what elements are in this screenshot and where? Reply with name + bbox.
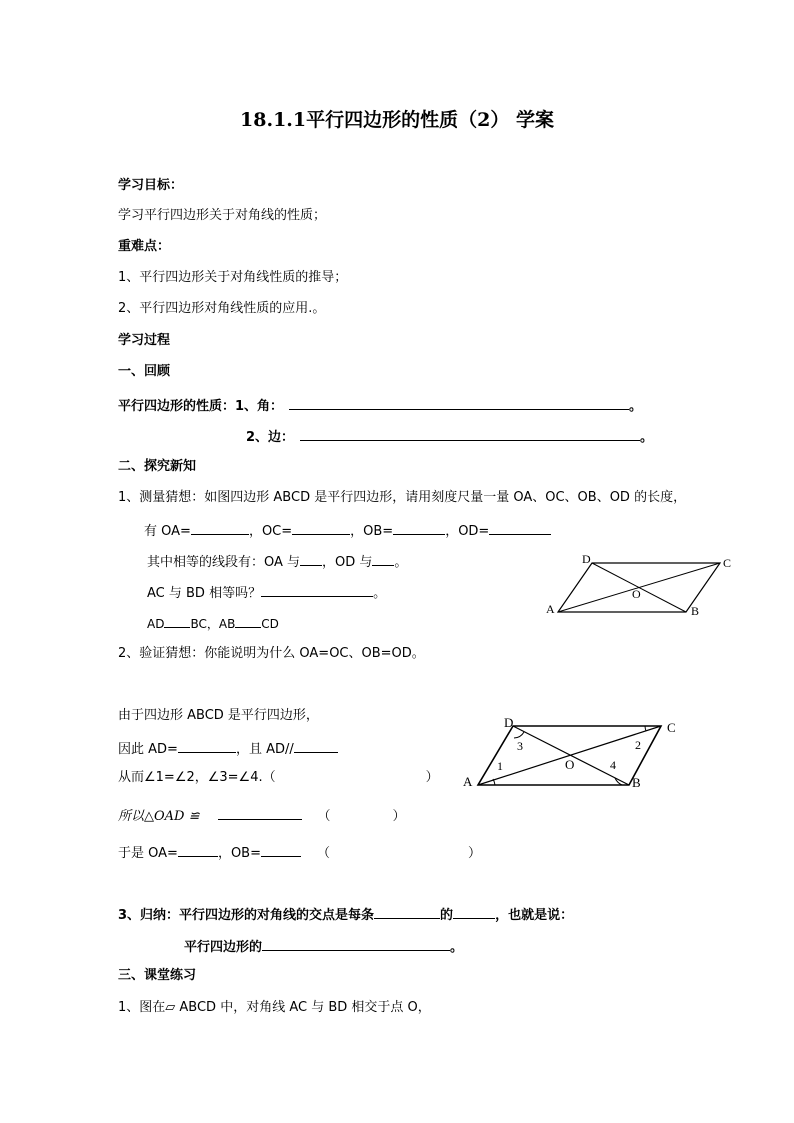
blank-midpoint[interactable] [453, 905, 495, 919]
fig2-angle-2: 2 [635, 738, 641, 752]
q3-b: 的 [440, 908, 454, 923]
blank-od-equal[interactable] [372, 552, 394, 566]
q1-acbd-end: 。 [373, 586, 387, 601]
q2-proof-4 [118, 806, 406, 825]
blank-od[interactable] [489, 521, 551, 535]
fig1-label-c: C [723, 556, 732, 570]
parallelogram-figure-2 [455, 712, 685, 794]
q1-eq-a: 其中相等的线段有：OA 与 [147, 555, 301, 570]
blank-each-diagonal[interactable] [374, 905, 440, 919]
q3-line1 [118, 905, 573, 924]
fig1-label-a: A [546, 602, 555, 616]
q2-l4c: ） [392, 809, 406, 824]
q1-oa-label: 有 OA= [144, 524, 191, 539]
q1-od-label: ，OD= [445, 524, 490, 539]
q2-proof-1: 由于四边形 ABCD 是平行四边形， [118, 708, 319, 723]
q1-acbd-label: AC 与 BD 相等吗？ [147, 586, 262, 601]
review-edge-label: 2、边： [246, 430, 295, 445]
key-point-1: 1、平行四边形关于对角线性质的推导； [118, 270, 348, 285]
q2-l5c: （ [316, 846, 330, 861]
page-title: 18.1.1平行四边形的性质（2） 学案 [240, 109, 554, 131]
fig2-angle-4: 4 [610, 758, 616, 772]
q3-a: 3、归纳：平行四边形的对角线的交点是每条 [118, 908, 375, 923]
q3-c: ，也就是说： [495, 908, 574, 923]
q2-l5b: ，OB= [217, 846, 261, 861]
blank-congruent[interactable] [218, 806, 302, 820]
explore-heading: 二、探究新知 [118, 459, 197, 474]
fig2-label-o: O [565, 757, 575, 772]
q1-equal-line [147, 552, 407, 571]
practice-heading: 三、课堂练习 [118, 968, 197, 983]
q1-eq-c: 。 [394, 555, 408, 570]
q2-l5d: ） [468, 846, 482, 861]
q2-l2b: ，且 AD// [235, 742, 294, 757]
blank-ob-result[interactable] [261, 843, 301, 857]
blank-ob[interactable] [393, 521, 445, 535]
blank-oa[interactable] [191, 521, 249, 535]
blank-oa-result[interactable] [178, 843, 218, 857]
q1-cd: CD [261, 617, 279, 631]
key-points-heading: 重难点： [118, 239, 171, 254]
fig2-label-b: B [632, 775, 641, 790]
review-angle-line [118, 396, 642, 415]
review-heading: 一、回顾 [118, 364, 171, 379]
fig2-diagonal-bd [513, 726, 629, 785]
q2-proof-3 [118, 770, 439, 786]
q1-ad: AD [147, 617, 165, 631]
q1-line1: 1、测量猜想：如图四边形 ABCD 是平行四边形，请用刻度尺量一量 OA、OC、OB、OD 的长度， [118, 490, 687, 505]
objectives-text: 学习平行四边形关于对角线的性质； [118, 208, 327, 223]
q2-l4a: 所以△OAD ≌ [118, 809, 200, 824]
q2-proof-5 [118, 843, 481, 862]
fig2-label-c: C [667, 720, 676, 735]
process-heading: 学习过程 [118, 333, 171, 348]
blank-ab-cd[interactable] [235, 614, 261, 628]
parallelogram-figure-1 [540, 550, 740, 620]
fig1-label-o: O [632, 587, 641, 601]
q2-l3b: ） [425, 770, 439, 785]
practice-item-1: 1、图在▱ ABCD 中，对角线 AC 与 BD 相交于点 O， [118, 1000, 431, 1015]
blank-angle[interactable] [289, 396, 629, 410]
q1-parallel-line [147, 614, 279, 632]
q3-e: 。 [450, 940, 464, 955]
fig2-label-a: A [463, 774, 473, 789]
blank-acbd[interactable] [261, 583, 373, 597]
fig1-label-b: B [691, 604, 700, 618]
q2-l2a: 因此 AD= [118, 742, 178, 757]
q2-line: 2、验证猜想：你能说明为什么 OA=OC、OB=OD。 [118, 646, 425, 661]
blank-edge[interactable] [300, 427, 640, 441]
q1-ob-label: ，OB= [350, 524, 394, 539]
q1-acbd-line [147, 583, 386, 602]
key-point-2: 2、平行四边形对角线性质的应用.。 [118, 301, 326, 316]
q1-measure-line [144, 521, 551, 540]
review-prop-label: 平行四边形的性质：1、角： [118, 399, 284, 414]
q1-bc: BC，AB [190, 617, 236, 631]
blank-ad-eq[interactable] [178, 739, 236, 753]
q3-d: 平行四边形的 [184, 940, 263, 955]
review-end-2: 。 [640, 430, 654, 445]
fig2-label-d: D [504, 715, 514, 730]
objectives-heading: 学习目标： [118, 178, 184, 193]
blank-oc[interactable] [292, 521, 350, 535]
fig2-angle-1: 1 [497, 759, 503, 773]
review-end-1: 。 [629, 399, 643, 414]
fig2-angle-3-arc [514, 732, 524, 738]
q2-l4b: （ [317, 809, 331, 824]
q2-l5a: 于是 OA= [118, 846, 178, 861]
blank-ad-bc[interactable] [164, 614, 190, 628]
blank-oa-equal[interactable] [300, 552, 322, 566]
blank-ad-parallel[interactable] [294, 739, 338, 753]
q1-eq-b: ，OD 与 [322, 555, 373, 570]
fig1-label-d: D [582, 552, 591, 566]
review-edge-line [246, 427, 653, 446]
blank-diagonals-bisect[interactable] [262, 937, 450, 951]
fig2-angle-3: 3 [517, 739, 523, 753]
q2-proof-2 [118, 739, 338, 758]
q3-line2 [184, 937, 463, 956]
q1-oc-label: ，OC= [248, 524, 293, 539]
q2-l3a: 从而∠1=∠2，∠3=∠4.（ [118, 770, 276, 785]
